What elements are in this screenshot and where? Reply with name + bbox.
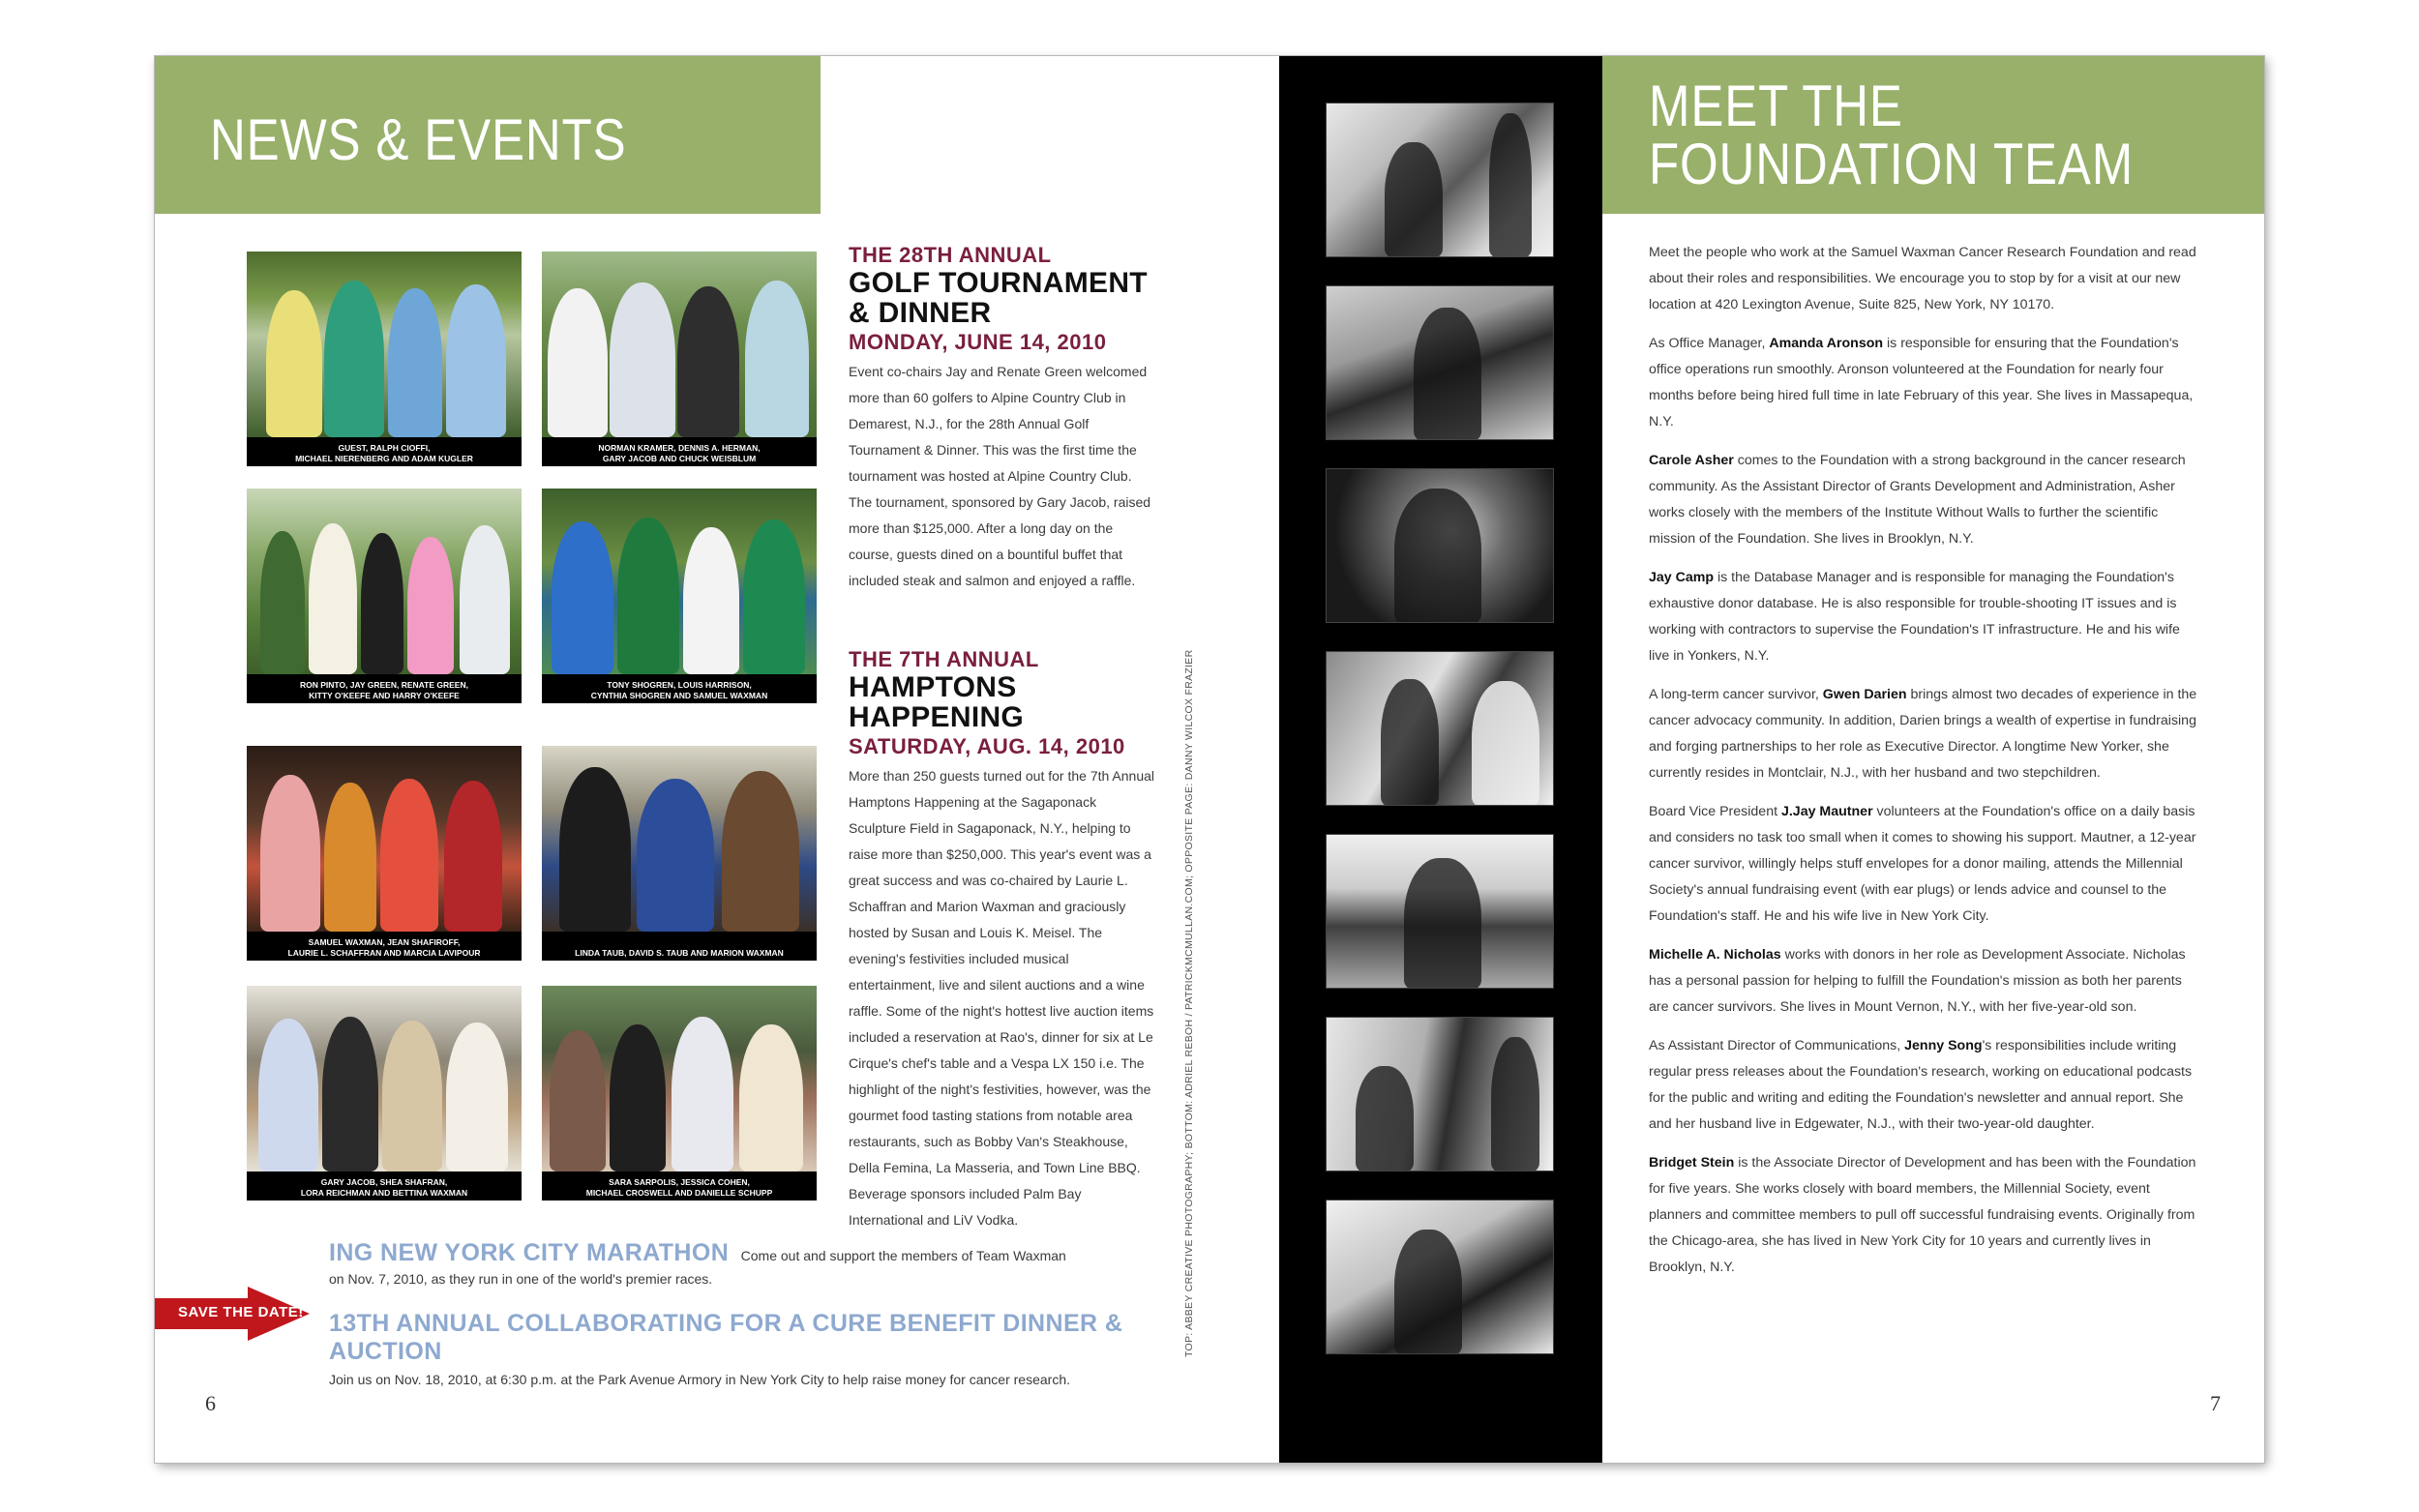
news-events-header-band — [155, 56, 821, 214]
photo-caption: RON PINTO, JAY GREEN, RENATE GREEN, KITTY O'KEEFE AND HARRY O'KEEFE — [300, 680, 468, 700]
team-member-bio — [1649, 1033, 2200, 1138]
staff-photo — [1326, 103, 1554, 257]
bio-text: comes to the Foundation with a strong background in the cancer research community. As the Assistant Director of Grants Development and Administration, Asher works closely with the members of the Institute Without Walls to further the scientific mission of the Foundation. She lives in Brooklyn, N.Y. — [1649, 453, 2186, 547]
team-member-name: J.Jay Mautner — [1780, 804, 1873, 819]
bio-text: brings almost two decades of experience in the cancer advocacy community. In addition, Darien brings a wealth of expertise in fundraising and forging partnerships to her role as Executive Director. A longtime New Yorker, she currently resides in Montclair, N.J., with her husband and two stepchildren. — [1649, 687, 2197, 781]
team-member-bio — [1649, 942, 2200, 1021]
team-member-bio — [1649, 448, 2200, 552]
hamptons-photo-image — [542, 746, 817, 932]
event-benefit-dinner — [329, 1310, 1142, 1387]
hamptons-photo-4 — [542, 986, 817, 1201]
golf-photo-image — [542, 489, 817, 674]
golf-photo-4 — [542, 489, 817, 703]
team-member-bio — [1649, 682, 2200, 786]
hamptons-body: More than 250 guests turned out for the 7th Annual Hamptons Happening at the Sagaponack Sculpture Field in Sagaponack, N.Y., helping to raise more than $250,000. This year's event was a great success and was co-chaired by Laurie L. Schaffran and Marion Waxman and graciously hosted by Susan and Louis K. Meisel. The evening's festivities included musical entertainment, live and silent auctions and a wine raffle. Some of the night's hottest live auction items included a reservation at Rao's, dinner for six at Le Cirque's chef's table and a Vespa LX 150 i.e. The highlight of the night's festivities, however, was the gourmet food tasting stations from notable area restaurants, such as Bobby Van's Steakhouse, Della Femina, La Masseria, and Town Line BBQ. Beverage sponsors included Palm Bay International and LiV Vodka. — [849, 768, 1154, 1228]
photo-caption: SARA SARPOLIS, JESSICA COHEN, MICHAEL CROSWELL AND DANIELLE SCHUPP — [585, 1177, 773, 1198]
event-text-continued: on Nov. 7, 2010, as they run in one of the world's premier races. — [329, 1271, 713, 1287]
photo-caption: NORMAN KRAMER, DENNIS A. HERMAN, GARY JACOB AND CHUCK WEISBLUM — [598, 443, 761, 463]
bio-text: is responsible for ensuring that the Foundation's office operations run smoothly. Aronson volunteered at the Foundation for nearly four months before being hired full time in late February of this year. She lives in Massapequa, N.Y. — [1649, 336, 2194, 430]
golf-photo-3 — [247, 489, 522, 703]
staff-photo — [1326, 285, 1554, 440]
team-intro: Meet the people who work at the Samuel Waxman Cancer Research Foundation and read about their roles and responsibilities. We encourage you to stop by for a visit at our new location at 420 Lexington Avenue, Suite 825, New York, NY 10170. — [1649, 245, 2196, 312]
hamptons-photo-1 — [247, 746, 522, 961]
news-events-title: NEWS & EVENTS — [210, 107, 627, 172]
golf-photo-image — [247, 252, 522, 437]
photo-caption: TONY SHOGREN, LOUIS HARRISON, CYNTHIA SHOGREN AND SAMUEL WAXMAN — [590, 680, 768, 700]
page-number-right: 7 — [2210, 1391, 2221, 1415]
foundation-team-title — [1649, 74, 2135, 196]
bio-text: 's responsibilities include writing regular press releases about the Foundation's research, working on educational podcasts for the public and writing and editing the Foundation's newsletter and annual report. She and her husband live in Edgewater, N.J., with their two-year-old daughter. — [1649, 1038, 2193, 1132]
photo-caption: GUEST, RALPH CIOFFI, MICHAEL NIERENBERG AND ADAM KUGLER — [295, 443, 473, 463]
hamptons-article — [849, 647, 1168, 1233]
photo-caption: GARY JACOB, SHEA SHAFRAN, LORA REICHMAN AND BETTINA WAXMAN — [300, 1177, 468, 1198]
hamptons-photo-image — [247, 986, 522, 1171]
team-member-bio — [1649, 565, 2200, 669]
bio-text: volunteers at the Foundation's office on a daily basis and considers no task too small when it comes to showing his support. Mautner, a 12-year cancer survivor, willingly helps stuff envelopes for a donor mailing, attends the Millennial Society's annual fundraising event (with ear plugs) or lends advice and counsel to the Foundation's staff. He and his wife live in New York City. — [1649, 804, 2196, 924]
hamptons-headline: HAMPTONS HAPPENING — [849, 671, 1025, 733]
bio-text: A long-term cancer survivor, — [1649, 687, 1823, 702]
team-member-name: Jay Camp — [1649, 570, 1715, 585]
golf-article — [849, 243, 1168, 594]
event-marathon — [329, 1239, 1142, 1287]
photo-caption: SAMUEL WAXMAN, JEAN SHAFIROFF, LAURIE L. SCHAFFRAN AND MARCIA LAVIPOUR — [287, 937, 481, 958]
hamptons-kicker: THE 7TH ANNUAL — [849, 647, 1039, 671]
foundation-team-header-band — [1602, 56, 2264, 214]
event-text: Come out and support the members of Team Waxman — [740, 1248, 1066, 1263]
foundation-team-title-line1: MEET THE — [1649, 74, 1903, 138]
team-member-name: Amanda Aronson — [1769, 336, 1884, 351]
golf-headline-line2: & DINNER — [849, 297, 992, 329]
magazine-spread — [155, 56, 2264, 1463]
save-the-date-label: SAVE THE DATE! — [178, 1304, 304, 1320]
staff-photo-filmstrip — [1279, 56, 1602, 1463]
golf-photo-1 — [247, 252, 522, 466]
page-number-left: 6 — [205, 1391, 216, 1415]
golf-kicker: THE 28TH ANNUAL — [849, 243, 1052, 267]
bio-text: is the Database Manager and is responsible for managing the Foundation's exhaustive donor database. He is also responsible for trouble-shooting IT issues and is working with contractors to supervise the Foundation's IT infrastructure. He and his wife live in Yonkers, N.Y. — [1649, 570, 2180, 664]
team-bios — [1649, 240, 2200, 1293]
team-member-bio — [1649, 799, 2200, 930]
hamptons-photo-image — [542, 986, 817, 1171]
golf-photo-image — [542, 252, 817, 437]
team-member-name: Bridget Stein — [1649, 1155, 1735, 1171]
staff-photo — [1326, 468, 1554, 623]
staff-photo — [1326, 651, 1554, 806]
hamptons-photo-3 — [247, 986, 522, 1201]
team-member-bio — [1649, 1150, 2200, 1281]
golf-photo-2 — [542, 252, 817, 466]
bio-text: works with donors in her role as Development Associate. Nicholas has a personal passion for helping to fulfill the Foundation's mission as both her parents are cancer survivors. She lives in Mount Vernon, N.Y., with her five-year-old son. — [1649, 947, 2186, 1015]
foundation-team-title-line2: FOUNDATION TEAM — [1649, 132, 2135, 196]
team-member-name: Michelle A. Nicholas — [1649, 947, 1781, 963]
team-member-name: Carole Asher — [1649, 453, 1734, 468]
hamptons-date: SATURDAY, AUG. 14, 2010 — [849, 734, 1125, 758]
team-member-list — [1649, 331, 2200, 1281]
bio-text: is the Associate Director of Development and has been with the Foundation for five years. She works closely with board members, the Millennial Society, event planners and committee members to pull off successful fundraising events. Originally from the Chicago-area, she has lived in New York City for 10 years and currently lives in Brooklyn, N.Y. — [1649, 1155, 2196, 1275]
photo-caption: LINDA TAUB, DAVID S. TAUB AND MARION WAXMAN — [575, 948, 784, 958]
golf-body: Event co-chairs Jay and Renate Green welcomed more than 60 golfers to Alpine Country Club in Demarest, N.J., for the 28th Annual Golf Tournament & Dinner. This was the first time the tournament was hosted at Alpine Country Club. The tournament, sponsored by Gary Jacob, raised more than $125,000. After a long day on the course, guests dined on a bountiful buffet that included steak and salmon and enjoyed a raffle. — [849, 364, 1151, 588]
photo-credit: TOP: ABBEY CREATIVE PHOTOGRAPHY; BOTTOM: ADRIEL REBOH / PATRICKMCMULLAN.COM; OPPOSITE PAGE: DANNY WILCOX FRAZIER — [1183, 649, 1195, 1357]
golf-date: MONDAY, JUNE 14, 2010 — [849, 330, 1107, 354]
hamptons-photo-2 — [542, 746, 817, 961]
bio-text: Board Vice President — [1649, 804, 1781, 819]
team-member-name: Gwen Darien — [1822, 687, 1907, 702]
team-member-name: Jenny Song — [1904, 1038, 1983, 1053]
staff-photo — [1326, 834, 1554, 989]
event-text: Join us on Nov. 18, 2010, at 6:30 p.m. at the Park Avenue Armory in New York City to help raise money for cancer research. — [329, 1372, 1070, 1387]
event-title: 13TH ANNUAL COLLABORATING FOR A CURE BENEFIT DINNER & AUCTION — [329, 1310, 1123, 1365]
event-title: ING NEW YORK CITY MARATHON — [329, 1239, 730, 1266]
hamptons-photo-image — [247, 746, 522, 932]
bio-text: As Office Manager, — [1649, 336, 1770, 351]
staff-photo — [1326, 1017, 1554, 1171]
bio-text: As Assistant Director of Communications, — [1649, 1038, 1905, 1053]
golf-headline-line1: GOLF TOURNAMENT — [849, 267, 1148, 299]
team-member-bio — [1649, 331, 2200, 435]
golf-photo-image — [247, 489, 522, 674]
staff-photo — [1326, 1200, 1554, 1354]
